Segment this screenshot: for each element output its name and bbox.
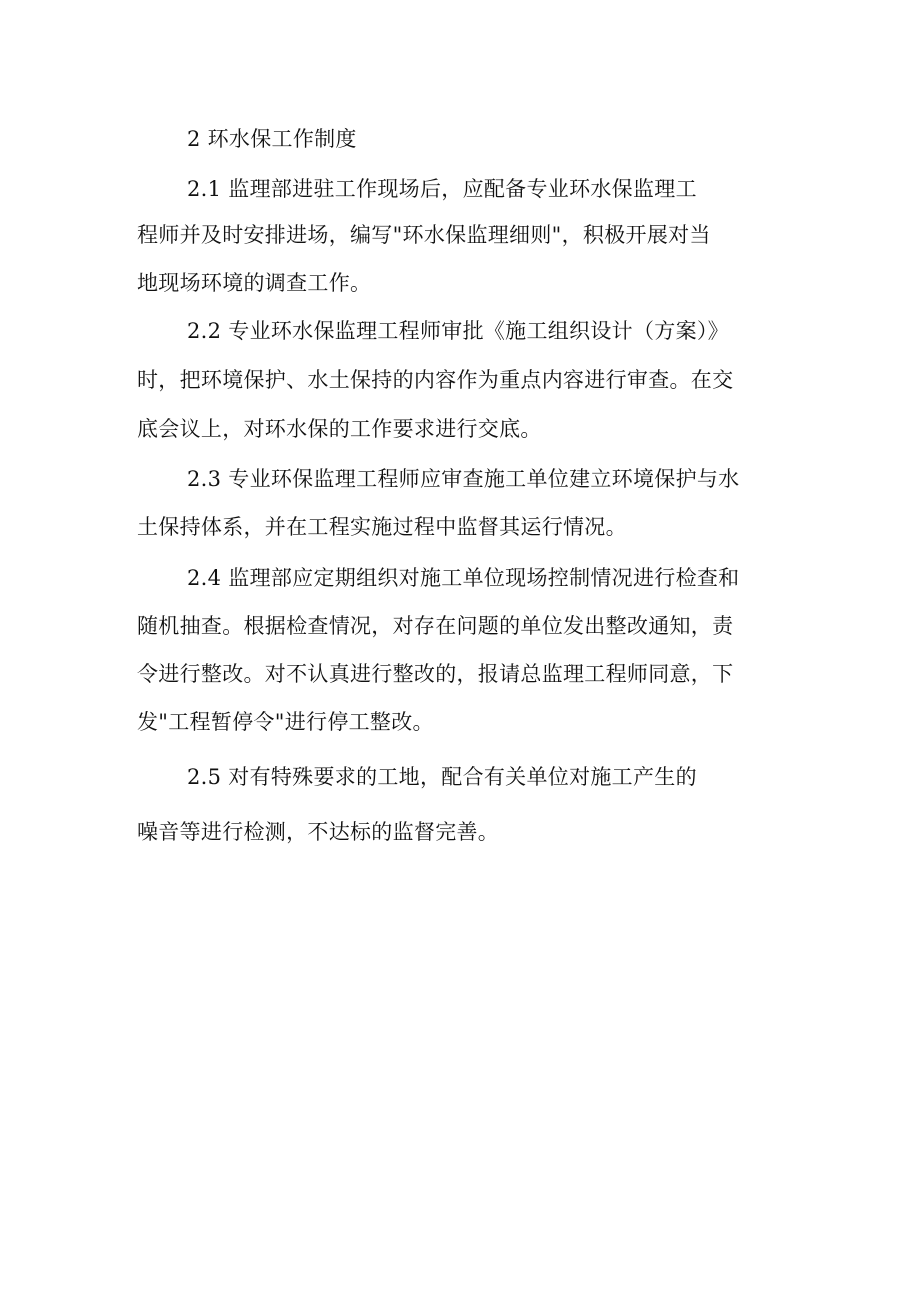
paragraph-line: 时，把环境保护、水土保持的内容作为重点内容进行审查。在交 bbox=[137, 368, 734, 392]
paragraph-line: 令进行整改。对不认真进行整改的，报请总监理工程师同意，下 bbox=[137, 662, 734, 686]
paragraph-line: 2.3 专业环保监理工程师应审查施工单位建立环境保护与水 bbox=[187, 467, 740, 491]
paragraph-line: 地现场环境的调查工作。 bbox=[137, 271, 372, 295]
section-heading: 2 环水保工作制度 bbox=[187, 127, 357, 151]
paragraph-line: 底会议上，对环水保的工作要求进行交底。 bbox=[137, 417, 542, 441]
paragraph-line: 发"工程暂停令"进行停工整改。 bbox=[137, 710, 434, 734]
paragraph-line: 噪音等进行检测，不达标的监督完善。 bbox=[137, 820, 500, 844]
paragraph-line: 程师并及时安排进场，编写"环水保监理细则"，积极开展对当 bbox=[137, 223, 711, 247]
paragraph-line: 土保持体系，并在工程实施过程中监督其运行情况。 bbox=[137, 515, 627, 539]
paragraph-line: 随机抽查。根据检查情况，对存在问题的单位发出整改通知，责 bbox=[137, 614, 734, 638]
paragraph-line: 2.5 对有特殊要求的工地，配合有关单位对施工产生的 bbox=[187, 765, 697, 789]
paragraph-line: 2.2 专业环水保监理工程师审批《施工组织设计（方案）》 bbox=[187, 319, 729, 343]
paragraph-line: 2.4 监理部应定期组织对施工单位现场控制情况进行检查和 bbox=[187, 566, 740, 590]
paragraph-line: 2.1 监理部进驻工作现场后，应配备专业环水保监理工 bbox=[187, 177, 697, 201]
